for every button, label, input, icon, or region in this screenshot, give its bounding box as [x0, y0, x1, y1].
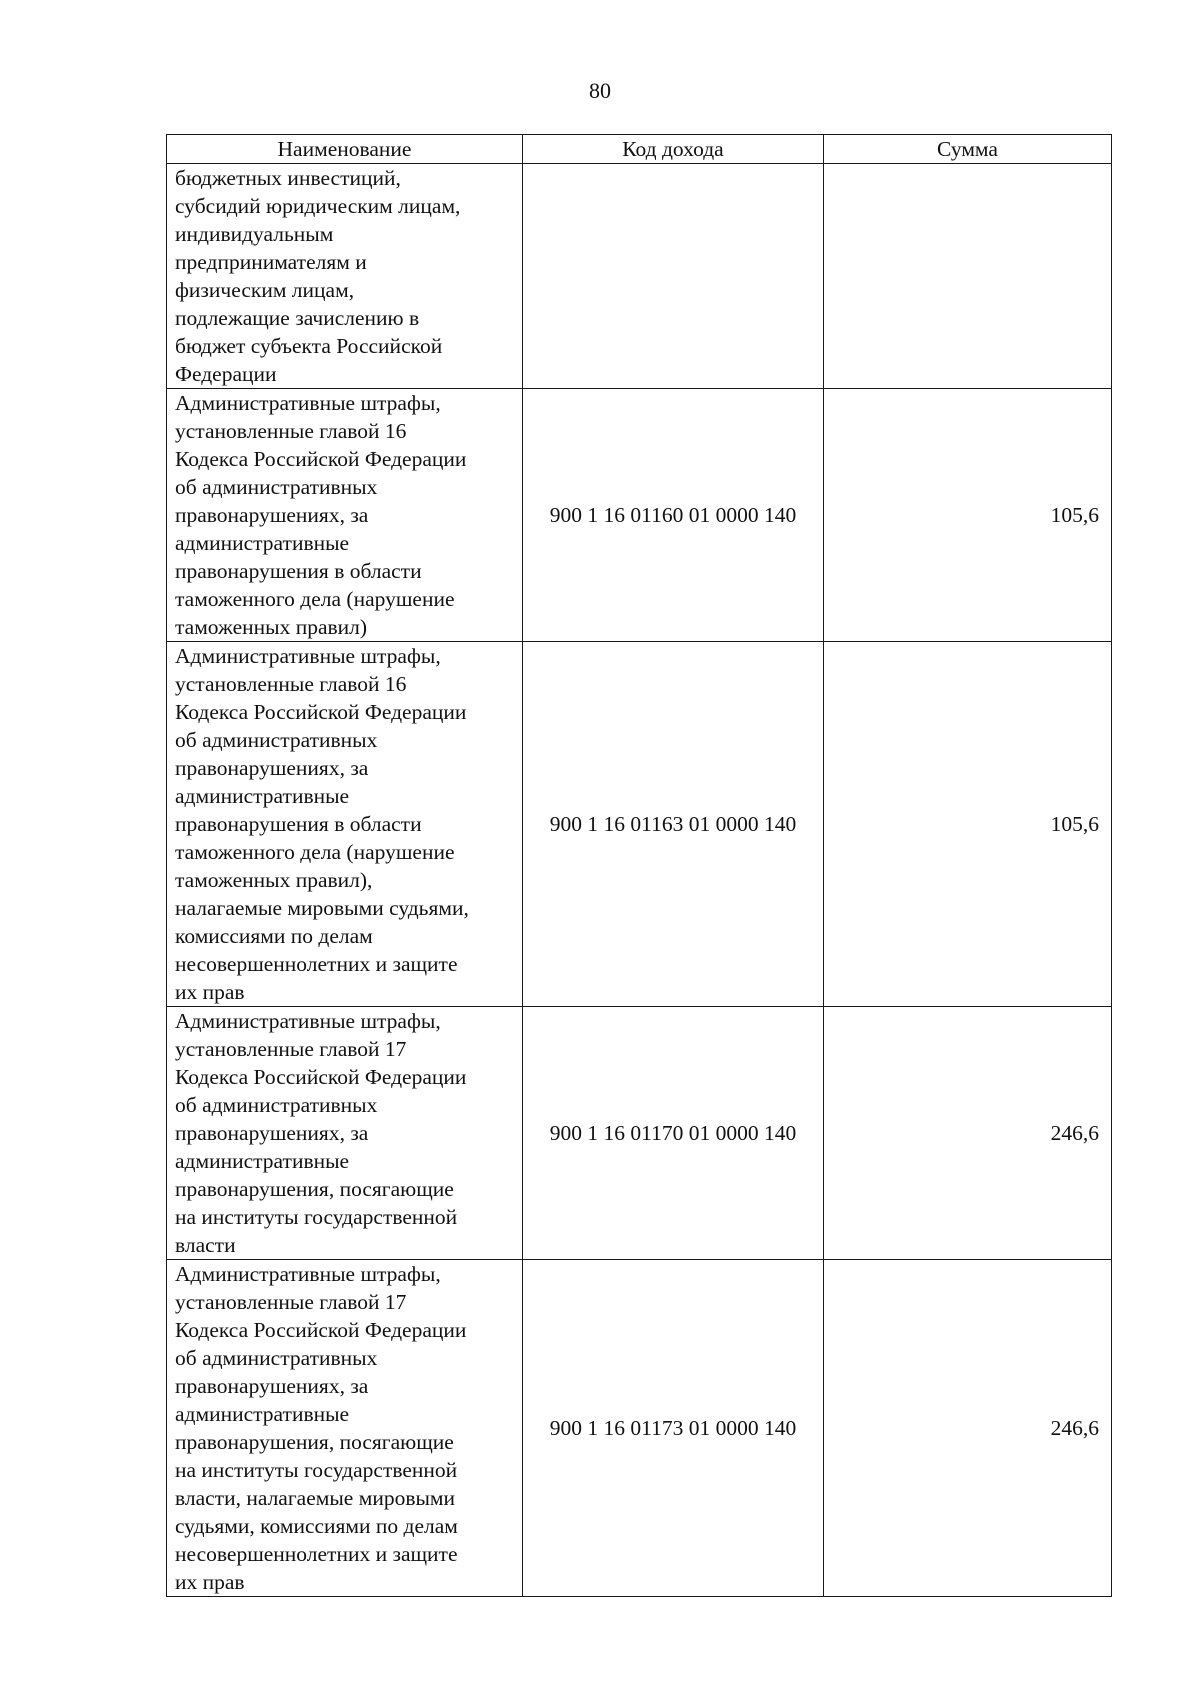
column-header-name: Наименование: [167, 135, 523, 164]
revenue-sum-cell: 105,6: [824, 389, 1112, 642]
column-header-code: Код дохода: [523, 135, 824, 164]
table-row: [167, 1260, 1112, 1597]
revenue-sum-cell: [824, 164, 1112, 389]
revenue-sum-cell: 246,6: [824, 1260, 1112, 1597]
page-number: 80: [589, 78, 611, 103]
table-row: [167, 164, 1112, 389]
revenue-sum-cell: 246,6: [824, 1007, 1112, 1260]
revenue-code-cell: 900 1 16 01170 01 0000 140: [523, 1007, 824, 1260]
column-header-sum: Сумма: [824, 135, 1112, 164]
revenue-sum-cell: 105,6: [824, 642, 1112, 1007]
table-header-row: [167, 135, 1112, 164]
revenue-name-cell: Административные штрафы, установленные главой 16 Кодекса Российской Федерации об административных правонарушениях, за административные правонарушения в области таможенного дела (нарушение таможенных правил): [167, 389, 523, 642]
revenue-code-cell: 900 1 16 01163 01 0000 140: [523, 642, 824, 1007]
table-row: [167, 389, 1112, 642]
revenue-name-cell: Административные штрафы, установленные главой 16 Кодекса Российской Федерации об административных правонарушениях, за административные правонарушения в области таможенного дела (нарушение таможенных правил), налагаемые мировыми судьями, комиссиями по делам несовершеннолетних и защите их прав: [167, 642, 523, 1007]
revenue-code-cell: [523, 164, 824, 389]
revenue-name-cell: Административные штрафы, установленные главой 17 Кодекса Российской Федерации об административных правонарушениях, за административные правонарушения, посягающие на институты государственной власти, налагаемые мировыми судьями, комиссиями по делам несовершеннолетних и защите их прав: [167, 1260, 523, 1597]
table-row: [167, 1007, 1112, 1260]
table-row: [167, 642, 1112, 1007]
revenue-table: [166, 134, 1112, 1597]
revenue-name-cell: Административные штрафы, установленные главой 17 Кодекса Российской Федерации об административных правонарушениях, за административные правонарушения, посягающие на институты государственной власти: [167, 1007, 523, 1260]
revenue-code-cell: 900 1 16 01160 01 0000 140: [523, 389, 824, 642]
revenue-code-cell: 900 1 16 01173 01 0000 140: [523, 1260, 824, 1597]
revenue-name-cell: бюджетных инвестиций, субсидий юридическим лицам, индивидуальным предпринимателям и физическим лицам, подлежащие зачислению в бюджет субъекта Российской Федерации: [167, 164, 523, 389]
